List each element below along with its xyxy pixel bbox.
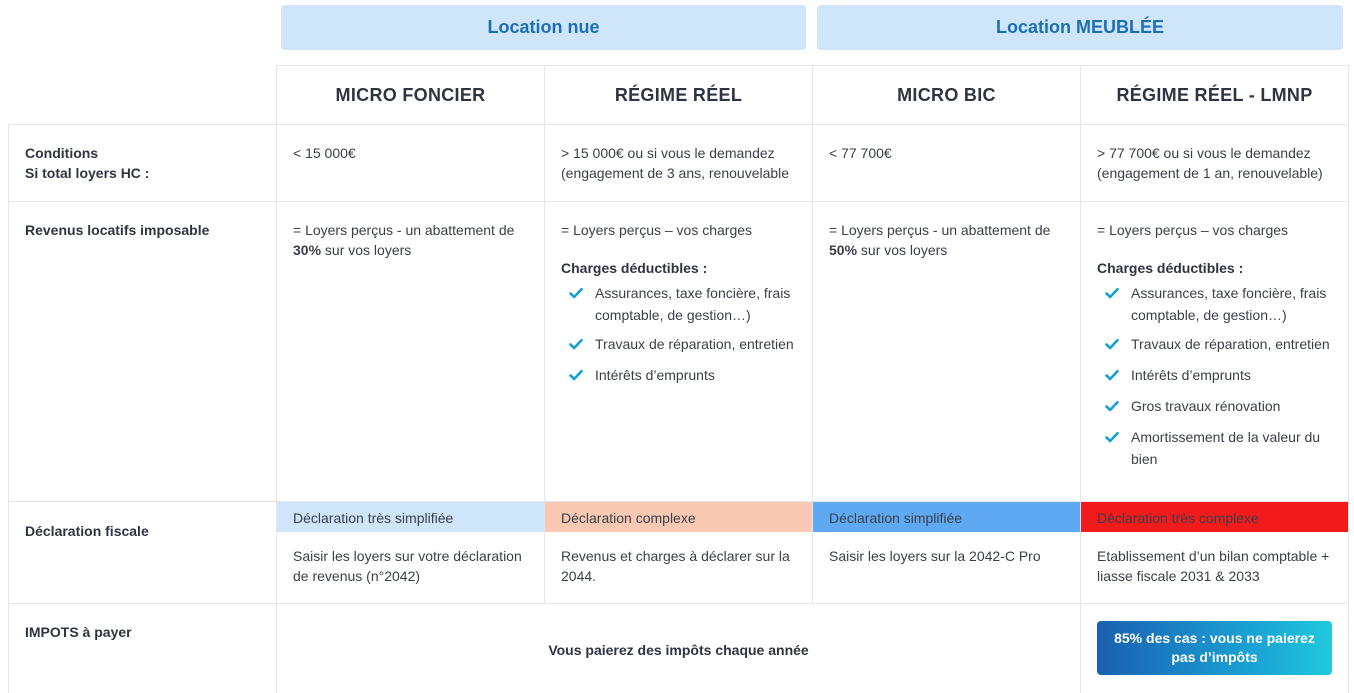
declaration-badge: Déclaration complexe xyxy=(545,502,812,532)
list-item-text: Intérêts d’emprunts xyxy=(595,367,715,383)
revenus-text-pre: = Loyers perçus - un abattement de xyxy=(293,222,515,238)
list-item xyxy=(1097,395,1332,419)
check-icon xyxy=(1097,333,1121,357)
list-item-text: Assurances, taxe foncière, frais comptable, de gestion…) xyxy=(595,285,791,323)
revenus-text-post: sur vos loyers xyxy=(321,242,412,258)
row-label-line-2: Si total loyers HC : xyxy=(25,165,150,181)
row-revenus xyxy=(9,202,1349,502)
row-label-revenus: Revenus locatifs imposable xyxy=(9,202,277,502)
list-item-text: Gros travaux rénovation xyxy=(1131,398,1281,414)
declaration-badge: Déclaration simplifiée xyxy=(813,502,1080,532)
list-item-text: Travaux de réparation, entretien xyxy=(1131,336,1330,352)
list-item-text: Assurances, taxe foncière, frais comptable, de gestion…) xyxy=(1131,285,1327,323)
declaration-text: Saisir les loyers sur votre déclaration de revenus (n°2042) xyxy=(293,548,522,584)
header-corner xyxy=(9,66,277,125)
row-declaration xyxy=(9,502,1349,604)
row-label-line-1: Conditions xyxy=(25,145,99,161)
conditions-regime-reel: > 15 000€ ou si vous le demandez (engagement de 3 ans, renouvelable xyxy=(545,125,813,202)
revenus-text-post: sur vos loyers xyxy=(857,242,948,258)
list-item xyxy=(1097,333,1332,357)
declaration-regime-reel-lmnp xyxy=(1081,502,1349,604)
declaration-badge: Déclaration très complexe xyxy=(1081,502,1348,532)
check-icon xyxy=(1097,426,1121,470)
revenus-micro-foncier xyxy=(277,202,545,502)
check-icon xyxy=(1097,395,1121,419)
revenus-lead: = Loyers perçus – vos charges xyxy=(1097,222,1289,238)
declaration-text: Saisir les loyers sur la 2042-C Pro xyxy=(829,548,1041,564)
impots-standard-regimes xyxy=(277,604,1081,693)
comparison-table xyxy=(8,65,1349,693)
column-header-micro-foncier: MICRO FONCIER xyxy=(277,66,545,125)
group-header-location-nue: Location nue xyxy=(281,5,806,50)
check-icon xyxy=(1097,282,1121,326)
row-label-declaration: Déclaration fiscale xyxy=(9,502,277,604)
conditions-regime-reel-lmnp: > 77 700€ ou si vous le demandez (engagement de 1 an, renouvelable) xyxy=(1081,125,1349,202)
declaration-micro-foncier xyxy=(277,502,545,604)
no-tax-highlight: 85% des cas : vous ne paierez pas d’impôts xyxy=(1097,621,1332,675)
revenus-micro-bic xyxy=(813,202,1081,502)
column-header-micro-bic: MICRO BIC xyxy=(813,66,1081,125)
charges-list xyxy=(561,282,796,388)
list-item xyxy=(1097,282,1332,326)
charges-title: Charges déductibles : xyxy=(561,260,708,276)
conditions-micro-foncier: < 15 000€ xyxy=(277,125,545,202)
revenus-lead: = Loyers perçus – vos charges xyxy=(561,222,753,238)
column-header-regime-reel: RÉGIME RÉEL xyxy=(545,66,813,125)
check-icon xyxy=(1097,364,1121,388)
list-item-text: Amortissement de la valeur du bien xyxy=(1131,429,1321,467)
declaration-regime-reel xyxy=(545,502,813,604)
check-icon xyxy=(561,333,585,357)
list-item-text: Intérêts d’emprunts xyxy=(1131,367,1251,383)
declaration-badge: Déclaration très simplifiée xyxy=(277,502,544,532)
row-label-conditions xyxy=(9,125,277,202)
declaration-text: Revenus et charges à déclarer sur la 2044. xyxy=(561,548,790,584)
list-item xyxy=(1097,426,1332,470)
group-header-location-meublee: Location MEUBLÉE xyxy=(817,5,1343,50)
charges-list xyxy=(1097,282,1332,470)
impots-annual-text: Vous paierez des impôts chaque année xyxy=(548,642,809,658)
check-icon xyxy=(561,364,585,388)
declaration-micro-bic xyxy=(813,502,1081,604)
row-impots xyxy=(9,604,1349,693)
abattement-rate: 50% xyxy=(829,242,858,258)
row-conditions xyxy=(9,125,1349,202)
charges-title: Charges déductibles : xyxy=(1097,260,1244,276)
revenus-text-pre: = Loyers perçus - un abattement de xyxy=(829,222,1051,238)
conditions-micro-bic: < 77 700€ xyxy=(813,125,1081,202)
declaration-text: Etablissement d’un bilan comptable + liasse fiscale 2031 & 2033 xyxy=(1097,548,1330,584)
column-header-regime-reel-lmnp: RÉGIME RÉEL - LMNP xyxy=(1081,66,1349,125)
abattement-rate: 30% xyxy=(293,242,322,258)
revenus-regime-reel xyxy=(545,202,813,502)
revenus-regime-reel-lmnp xyxy=(1081,202,1349,502)
list-item xyxy=(561,282,796,326)
list-item xyxy=(1097,364,1332,388)
list-item-text: Travaux de réparation, entretien xyxy=(595,336,794,352)
check-icon xyxy=(561,282,585,326)
row-label-impots: IMPOTS à payer xyxy=(9,604,277,693)
list-item xyxy=(561,333,796,357)
list-item xyxy=(561,364,796,388)
impots-regime-reel-lmnp xyxy=(1081,604,1349,693)
column-header-row xyxy=(9,66,1349,125)
